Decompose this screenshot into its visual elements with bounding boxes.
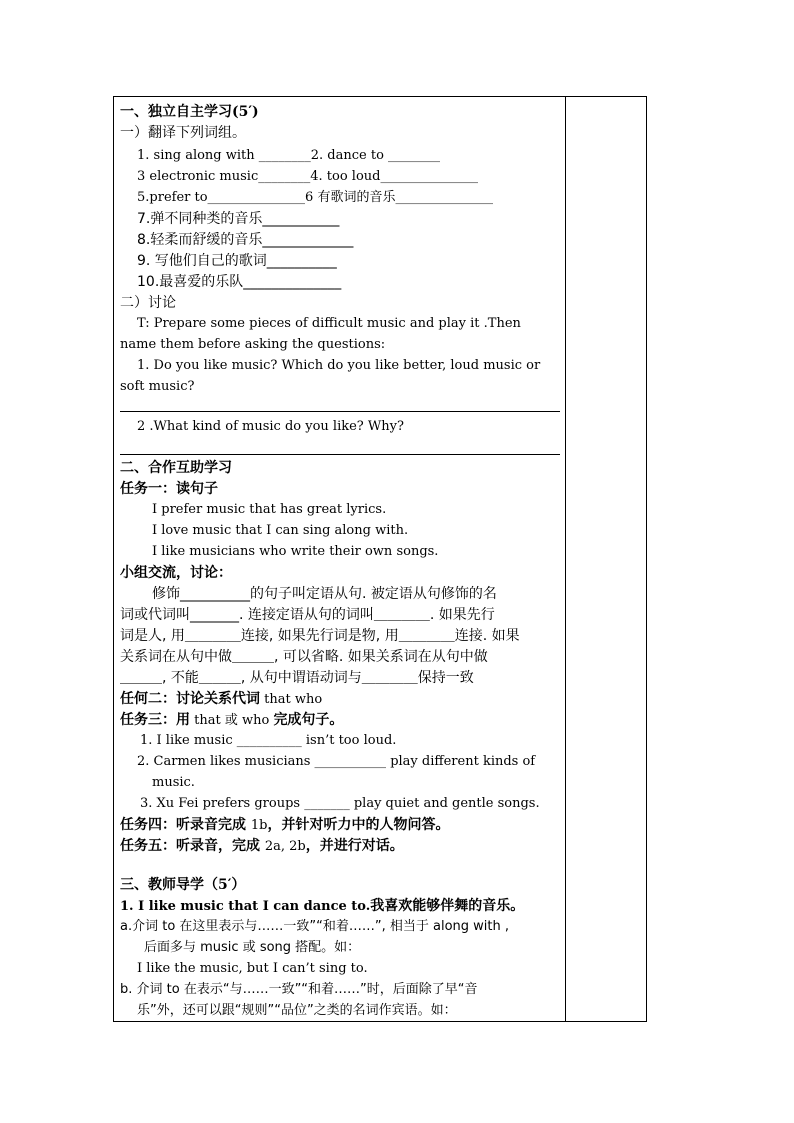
- task2-words: that who: [260, 692, 323, 707]
- question-1-line-2: soft music?: [120, 379, 195, 394]
- answer-line-1: [120, 411, 560, 412]
- question-1-line-1: 1. Do you like music? Which do you like better, loud music or: [137, 358, 541, 373]
- task5-label-a: 任务五：听录音，完成: [120, 838, 265, 854]
- grammar-paragraph-line-3: 词是人, 用＿＿＿＿连接, 如果先行词是物, 用＿＿＿＿连接. 如果: [120, 628, 520, 644]
- section3-title: 三、教师导学（5′）: [120, 877, 246, 893]
- translate-item-1: 1. sing along with ________2. dance to ________: [137, 148, 441, 163]
- task3-label-c: 完成句子。: [273, 712, 344, 728]
- task3-label-a: 任务三：用: [120, 712, 190, 728]
- translate-item-10: 10.最喜爱的乐队______________: [137, 274, 342, 290]
- discussion-text-1: T: Prepare some pieces of difficult music and play it .Then: [137, 316, 521, 331]
- example-sentence-2: I love music that I can sing along with.: [152, 523, 409, 538]
- answer-line-2: [120, 454, 560, 455]
- translate-item-5: 5.prefer to_______________6 有歌词的音乐_______________: [137, 190, 493, 205]
- task3-heading: [120, 711, 343, 730]
- section1-title: 一、独立自主学习(5′): [120, 104, 259, 120]
- note-b-line-1: b. 介词 to 在表示“与……一致”“和着……”时，后面除了早“音: [120, 982, 478, 997]
- note-example: I like the music, but I can’t sing to.: [137, 961, 368, 976]
- task4-heading: [120, 816, 449, 835]
- section1-subtitle-translate: 一）翻译下列词组。: [120, 125, 246, 141]
- example-sentence-1: I prefer music that has great lyrics.: [152, 502, 387, 517]
- fill-sentence-2: 2. Carmen likes musicians ___________ play different kinds of: [137, 754, 536, 769]
- task3-label-b: that 或 who: [190, 713, 274, 728]
- task1-heading: 任务一：读句子: [120, 481, 218, 497]
- example-sentence-3: I like musicians who write their own songs.: [152, 544, 439, 559]
- task4-label-a: 任务四：听录音完成: [120, 817, 251, 833]
- grammar-paragraph-line-2: 词或代词叫_______. 连接定语从句的词叫＿＿＿＿. 如果先行: [120, 607, 495, 623]
- key-sentence: [120, 897, 524, 916]
- translate-item-7: 7.弹不同种类的音乐___________: [137, 211, 340, 227]
- question-2: 2 .What kind of music do you like? Why?: [137, 419, 404, 434]
- translate-item-3: 3 electronic music________4. too loud_______________: [137, 169, 478, 184]
- note-b-line-2: 乐”外，还可以跟“规则”“品位”之类的名词作宾语。如：: [137, 1003, 457, 1018]
- note-a-line-2: 后面多与 music 或 song 搭配。如：: [144, 940, 361, 955]
- section2-title: 二、合作互助学习: [120, 460, 232, 476]
- grammar-paragraph-line-4: 关系词在从句中做＿＿＿, 可以省略. 如果关系词在从句中做: [120, 649, 488, 665]
- fill-sentence-2-cont: music.: [152, 775, 195, 790]
- task2-heading: [120, 690, 322, 709]
- task5-label-c: ，并进行对话。: [305, 838, 404, 854]
- task5-heading: [120, 837, 404, 856]
- translate-item-9: 9. 写他们自己的歌词__________: [137, 253, 337, 269]
- translate-item-8: 8.轻柔而舒缓的音乐_____________: [137, 232, 354, 248]
- task4-label-c: ，并针对听力中的人物问答。: [267, 817, 450, 833]
- task4-label-b: 1b: [250, 818, 268, 833]
- note-a-line-1: a.介词 to 在这里表示与……一致”“和着……”, 相当于 along with ,: [120, 919, 510, 934]
- task5-label-b: 2a, 2b: [264, 839, 306, 854]
- section1-subtitle-discuss: 二）讨论: [120, 295, 176, 311]
- fill-sentence-3: 3. Xu Fei prefers groups _______ play quiet and gentle songs.: [140, 796, 540, 811]
- grammar-paragraph-line-1: 修饰__________的句子叫定语从句. 被定语从句修饰的名: [152, 586, 497, 602]
- fill-sentence-1: 1. I like music __________ isn’t too loud.: [140, 733, 397, 748]
- grammar-paragraph-line-5: ＿＿＿, 不能＿＿＿, 从句中谓语动词与＿＿＿＿保持一致: [120, 670, 474, 686]
- column-divider: [565, 96, 566, 1022]
- key-sentence-english: 1. I like music that I can dance to.: [120, 899, 371, 914]
- task2-label: 任何二：讨论关系代词: [120, 691, 260, 707]
- key-sentence-chinese: 我喜欢能够伴舞的音乐。: [370, 898, 525, 914]
- group-discussion-heading: 小组交流，讨论：: [120, 565, 232, 581]
- discussion-text-2: name them before asking the questions:: [120, 337, 386, 352]
